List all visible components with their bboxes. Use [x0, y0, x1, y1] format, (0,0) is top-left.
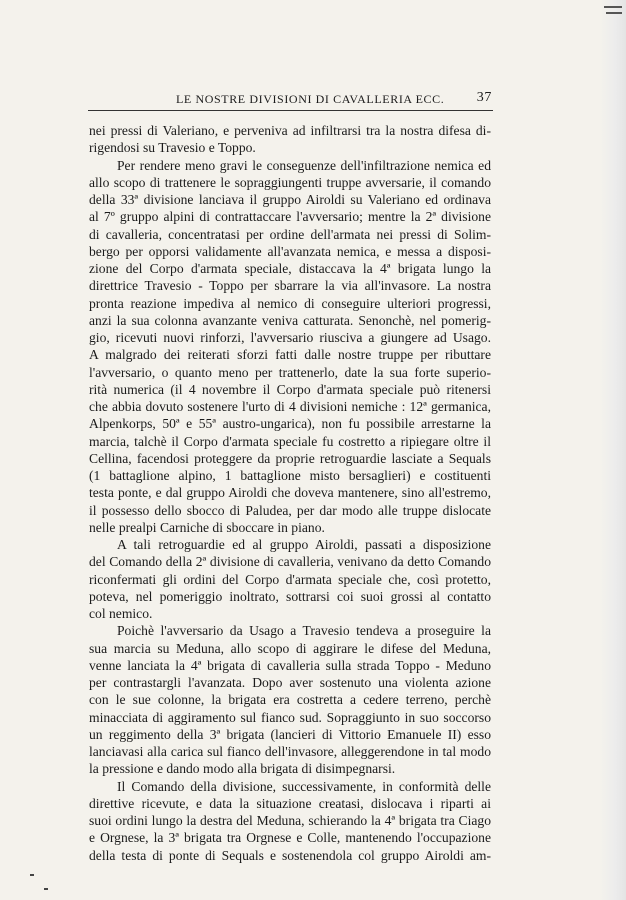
text-line: nei pressi di Valeriano, e perveniva ad infiltrarsi tra la nostra difesa di-: [89, 123, 491, 138]
text-line: col nemico.: [89, 606, 153, 621]
header-rule: [88, 110, 493, 111]
text-line: pronta reazione impediva al nemico di conseguire ulteriori progressi,: [89, 295, 491, 311]
text-line: bergo per opporsi validamente all'avanzata nemica, e messa a disposi-: [89, 243, 491, 259]
text-line: direttrice Travesio - Toppo per sbarrare la via all'invasore. La nostra: [89, 278, 491, 294]
text-line: gio, ricevuti nuovi rinforzi, l'avversario riusciva a giungere ad Usago.: [89, 330, 491, 345]
edge-mark: [606, 12, 622, 14]
text-line: A malgrado dei reiterati sforzi fatti dalle nostre truppe per ributtare: [89, 347, 491, 363]
text-line: (1 battaglione alpino, 1 battaglione misto bersaglieri) e costituenti: [89, 468, 491, 483]
text-line: Cellina, facendosi proteggere da proprie retroguardie lasciate a Sequals: [89, 450, 491, 466]
margin-speck: [30, 874, 34, 876]
text-line: zione del Corpo d'armata speciale, distaccava la 4ª brigata lungo la: [89, 261, 491, 276]
text-line: della testa di ponte di Sequals e sostenendola col gruppo Airoldi am-: [89, 847, 491, 863]
edge-mark: [604, 6, 622, 8]
text-line: Il Comando della divisione, successivamente, in conformità delle: [117, 778, 491, 794]
text-line: allo scopo di trattenere le sopraggiungenti truppe avversarie, il comando: [89, 174, 491, 190]
text-line: con le sue colonne, la brigata era costretta a cedere terreno, perchè: [89, 692, 491, 708]
text-line: al 7º gruppo alpini di contrattaccare l'avversario; mentre la 2ª divisione: [89, 209, 491, 225]
text-line: l'avversario, o quanto meno per trattenerlo, date la sua forte superio-: [89, 364, 491, 380]
text-line: riconfermati gli ordini del Corpo d'armata speciale che, così protetto,: [89, 571, 491, 587]
text-line: Poichè l'avversario da Usago a Travesio tendeva a proseguire la: [117, 623, 491, 639]
text-line: poteva, nel pomeriggio inoltrato, sottrarsi coi suoi grossi al contatto: [89, 588, 491, 604]
text-line: Alpenkorps, 50ª e 55ª austro-ungarica), non fu possibile arrestarne la: [89, 416, 491, 432]
margin-speck: [44, 888, 48, 890]
text-line: rigendosi su Travesio e Toppo.: [89, 140, 256, 156]
text-line: della 33ª divisione lanciava il gruppo Airoldi su Valeriano ed ordinava: [89, 192, 491, 207]
text-line: rità numerica (il 4 novembre il Corpo d'armata speciale può ritenersi: [89, 381, 491, 397]
text-line: nelle prealpi Carniche di sboccare in piano.: [89, 519, 325, 535]
body-text: [89, 122, 491, 864]
text-line: minacciata di aggiramento sul fianco sud. Sopraggiunto in suo soccorso: [89, 709, 491, 725]
text-line: di cavalleria, concentratasi per ordine dell'armata nei pressi di Solim-: [89, 226, 491, 242]
text-line: un reggimento della 3ª brigata (lancieri di Vittorio Emanuele II) esso: [89, 726, 491, 742]
text-line: e Orgnese, la 3ª brigata tra Orgnese e Colle, mantenendo l'occupazione: [89, 830, 491, 846]
text-line: per contrastargli l'avanzata. Dopo aver sostenuto una violenta azione: [89, 675, 491, 690]
text-line: del Comando della 2ª divisione di cavalleria, venivano da detto Comando: [89, 554, 491, 570]
text-line: testa ponte, e dal gruppo Airoldi che doveva mantenere, sino all'estremo,: [89, 485, 491, 501]
page-edge: [600, 0, 626, 900]
text-line: anzi la sua colonna avanzante veniva catturata. Senonchè, nel pomerig-: [89, 312, 491, 328]
text-line: A tali retroguardie ed al gruppo Airoldi, passati a disposizione: [117, 537, 491, 552]
page-number: 37: [476, 90, 492, 105]
text-line: venne lanciata la 4ª brigata di cavalleria sulla strada Toppo - Meduno: [89, 657, 491, 673]
running-header: [90, 90, 492, 108]
text-line: sua marcia su Meduna, allo scopo di aggirare le difese del Meduna,: [89, 640, 491, 656]
text-line: direttive ricevute, e data la situazione creatasi, dislocava i riparti ai: [89, 795, 491, 811]
text-line: lanciavasi alla carica sul fianco dell'invasore, alleggerendone in tal modo: [89, 744, 491, 759]
text-line: marcia, talchè il Corpo d'armata speciale fu costretto a ripiegare oltre il: [89, 433, 491, 449]
text-line: suoi ordini lungo la destra del Meduna, schierando la 4ª brigata tra Ciago: [89, 813, 491, 828]
text-line: il possesso dello sbocco di Paludea, per dar modo alle truppe dislocate: [89, 502, 491, 518]
text-line: che abbia dovuto sostenere l'urto di 4 divisioni nemiche : 12ª germanica,: [89, 399, 491, 414]
text-line: la pressione e dando modo alla brigata di disimpegnarsi.: [89, 761, 396, 777]
running-title: LE NOSTRE DIVISIONI DI CAVALLERIA ECC.: [176, 92, 445, 106]
text-line: Per rendere meno gravi le conseguenze dell'infiltrazione nemica ed: [117, 157, 491, 173]
